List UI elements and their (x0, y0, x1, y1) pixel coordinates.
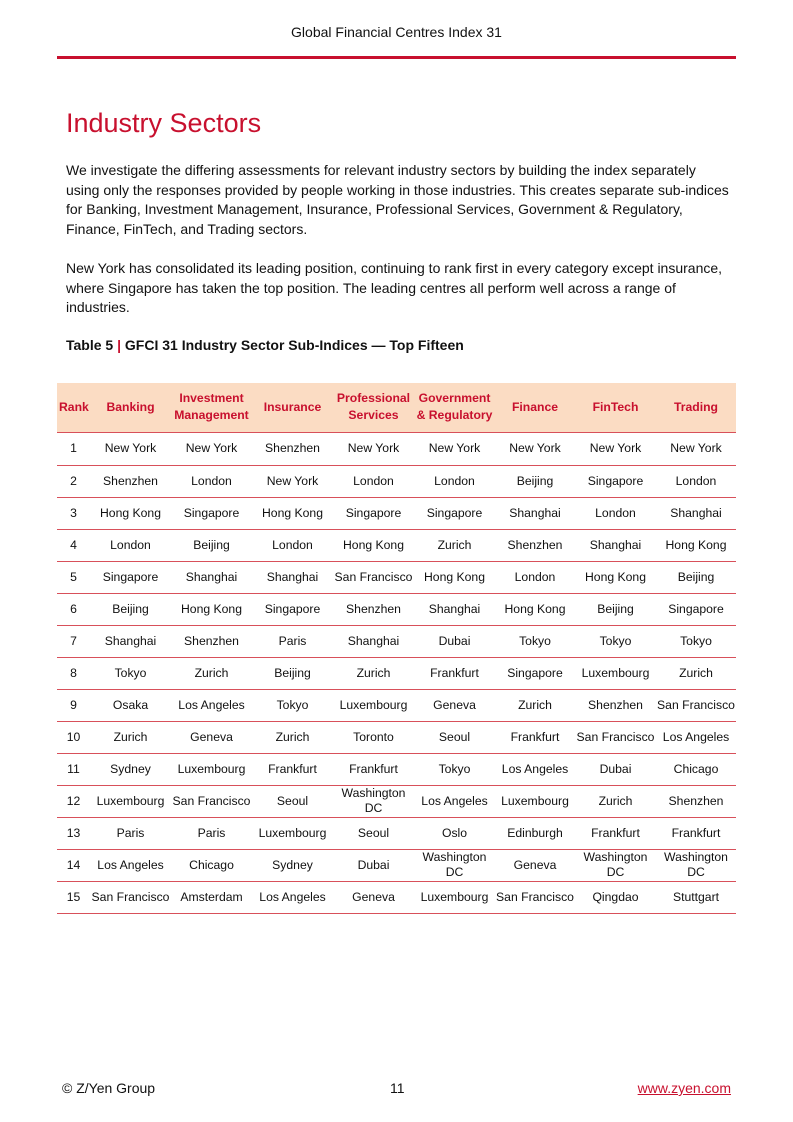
rank-cell: 6 (57, 593, 90, 625)
centre-cell: Beijing (171, 529, 252, 561)
table-row (57, 593, 736, 625)
table-caption-number: Table 5 (66, 337, 114, 353)
centre-cell: San Francisco (90, 881, 171, 913)
centre-cell: New York (656, 432, 736, 465)
centre-cell: Hong Kong (414, 561, 495, 593)
centre-cell: Sydney (90, 753, 171, 785)
centre-cell: Seoul (252, 785, 333, 817)
centre-cell: Dubai (575, 753, 656, 785)
centre-cell: Hong Kong (252, 497, 333, 529)
centre-cell: Shanghai (171, 561, 252, 593)
centre-cell: New York (495, 432, 575, 465)
centre-cell: Sydney (252, 849, 333, 881)
centre-cell: Shenzhen (252, 432, 333, 465)
centre-cell: Shenzhen (171, 625, 252, 657)
column-header: Rank (57, 383, 90, 432)
centre-cell: Los Angeles (171, 689, 252, 721)
rank-cell: 14 (57, 849, 90, 881)
centre-cell: Luxembourg (495, 785, 575, 817)
rank-cell: 2 (57, 465, 90, 497)
table-row (57, 753, 736, 785)
centre-cell: Zurich (495, 689, 575, 721)
centre-cell: Paris (171, 817, 252, 849)
centre-cell: London (495, 561, 575, 593)
rank-cell: 1 (57, 432, 90, 465)
centre-cell: Paris (252, 625, 333, 657)
centre-cell: Frankfurt (252, 753, 333, 785)
centre-cell: Singapore (414, 497, 495, 529)
centre-cell: New York (414, 432, 495, 465)
centre-cell: Los Angeles (414, 785, 495, 817)
centre-cell: London (575, 497, 656, 529)
rank-cell: 8 (57, 657, 90, 689)
centre-cell: Dubai (333, 849, 414, 881)
centre-cell: Frankfurt (495, 721, 575, 753)
centre-cell: London (90, 529, 171, 561)
centre-cell: Shenzhen (90, 465, 171, 497)
centre-cell: Shanghai (414, 593, 495, 625)
table-row (57, 721, 736, 753)
centre-cell: San Francisco (656, 689, 736, 721)
rank-cell: 5 (57, 561, 90, 593)
industry-sector-table (57, 383, 736, 914)
column-header: Banking (90, 383, 171, 432)
centre-cell: Washington DC (414, 849, 495, 881)
centre-cell: Paris (90, 817, 171, 849)
centre-cell: Shanghai (575, 529, 656, 561)
column-header: Government & Regulatory (414, 383, 495, 432)
summary-paragraph: New York has consolidated its leading position, continuing to rank first in every category except insurance, where Singapore has taken the top position. The leading centres all perform well across a range of industries. (66, 260, 723, 316)
centre-cell: Hong Kong (333, 529, 414, 561)
centre-cell: London (171, 465, 252, 497)
centre-cell: Amsterdam (171, 881, 252, 913)
centre-cell: Tokyo (252, 689, 333, 721)
centre-cell: Luxembourg (252, 817, 333, 849)
centre-cell: Luxembourg (575, 657, 656, 689)
centre-cell: Tokyo (414, 753, 495, 785)
centre-cell: Tokyo (656, 625, 736, 657)
centre-cell: Los Angeles (495, 753, 575, 785)
header-divider (57, 56, 736, 59)
centre-cell: Osaka (90, 689, 171, 721)
centre-cell: Beijing (575, 593, 656, 625)
centre-cell: Hong Kong (575, 561, 656, 593)
centre-cell: Luxembourg (90, 785, 171, 817)
centre-cell: San Francisco (495, 881, 575, 913)
centre-cell: Singapore (656, 593, 736, 625)
centre-cell: Singapore (495, 657, 575, 689)
centre-cell: Shenzhen (333, 593, 414, 625)
centre-cell: Frankfurt (414, 657, 495, 689)
centre-cell: Dubai (414, 625, 495, 657)
table-row (57, 432, 736, 465)
table-row (57, 881, 736, 913)
centre-cell: Chicago (656, 753, 736, 785)
centre-cell: Tokyo (495, 625, 575, 657)
centre-cell: San Francisco (333, 561, 414, 593)
rank-cell: 15 (57, 881, 90, 913)
rank-cell: 13 (57, 817, 90, 849)
rank-cell: 7 (57, 625, 90, 657)
centre-cell: Zurich (575, 785, 656, 817)
rank-cell: 9 (57, 689, 90, 721)
centre-cell: Zurich (90, 721, 171, 753)
column-header: Insurance (252, 383, 333, 432)
table-row (57, 465, 736, 497)
centre-cell: Shanghai (495, 497, 575, 529)
centre-cell: Zurich (252, 721, 333, 753)
centre-cell: New York (252, 465, 333, 497)
column-header: Finance (495, 383, 575, 432)
centre-cell: Zurich (171, 657, 252, 689)
centre-cell: Singapore (333, 497, 414, 529)
table-row (57, 625, 736, 657)
table-row (57, 497, 736, 529)
centre-cell: Frankfurt (333, 753, 414, 785)
centre-cell: Geneva (333, 881, 414, 913)
table-row (57, 529, 736, 561)
rank-cell: 4 (57, 529, 90, 561)
centre-cell: Singapore (575, 465, 656, 497)
table-caption-separator: | (117, 337, 122, 353)
centre-cell: Oslo (414, 817, 495, 849)
centre-cell: Zurich (333, 657, 414, 689)
centre-cell: Zurich (414, 529, 495, 561)
rank-cell: 10 (57, 721, 90, 753)
centre-cell: Hong Kong (495, 593, 575, 625)
table-row (57, 817, 736, 849)
centre-cell: Frankfurt (575, 817, 656, 849)
footer-copyright: © Z/Yen Group (62, 1080, 156, 1096)
table-header-row (57, 383, 736, 432)
centre-cell: San Francisco (171, 785, 252, 817)
centre-cell: Shenzhen (656, 785, 736, 817)
centre-cell: Stuttgart (656, 881, 736, 913)
column-header: Investment Management (171, 383, 252, 432)
centre-cell: Geneva (171, 721, 252, 753)
centre-cell: San Francisco (575, 721, 656, 753)
table-caption (66, 337, 464, 353)
centre-cell: Shenzhen (495, 529, 575, 561)
centre-cell: Luxembourg (171, 753, 252, 785)
centre-cell: Tokyo (575, 625, 656, 657)
centre-cell: Singapore (252, 593, 333, 625)
rank-cell: 3 (57, 497, 90, 529)
centre-cell: Beijing (656, 561, 736, 593)
centre-cell: London (333, 465, 414, 497)
website-link[interactable]: www.zyen.com (637, 1080, 731, 1096)
centre-cell: Frankfurt (656, 817, 736, 849)
centre-cell: Seoul (333, 817, 414, 849)
table-row (57, 561, 736, 593)
centre-cell: Qingdao (575, 881, 656, 913)
table-row (57, 785, 736, 817)
centre-cell: Beijing (252, 657, 333, 689)
rank-cell: 11 (57, 753, 90, 785)
table-row (57, 657, 736, 689)
centre-cell: Beijing (495, 465, 575, 497)
centre-cell: New York (333, 432, 414, 465)
centre-cell: London (252, 529, 333, 561)
centre-cell: Beijing (90, 593, 171, 625)
centre-cell: Washington DC (575, 849, 656, 881)
centre-cell: Luxembourg (333, 689, 414, 721)
centre-cell: Hong Kong (171, 593, 252, 625)
centre-cell: Toronto (333, 721, 414, 753)
centre-cell: London (414, 465, 495, 497)
centre-cell: Los Angeles (90, 849, 171, 881)
centre-cell: Shanghai (656, 497, 736, 529)
centre-cell: Tokyo (90, 657, 171, 689)
centre-cell: Chicago (171, 849, 252, 881)
column-header: Trading (656, 383, 736, 432)
centre-cell: Geneva (414, 689, 495, 721)
column-header: Professional Services (333, 383, 414, 432)
running-header: Global Financial Centres Index 31 (291, 24, 502, 40)
centre-cell: Shenzhen (575, 689, 656, 721)
centre-cell: London (656, 465, 736, 497)
centre-cell: Hong Kong (656, 529, 736, 561)
centre-cell: Los Angeles (252, 881, 333, 913)
table-row (57, 849, 736, 881)
centre-cell: Hong Kong (90, 497, 171, 529)
centre-cell: Shanghai (90, 625, 171, 657)
centre-cell: New York (90, 432, 171, 465)
centre-cell: Edinburgh (495, 817, 575, 849)
intro-paragraph: We investigate the differing assessments for relevant industry sectors by building the index separately using only the responses provided by people working in those industries. This creates separate sub-indices for Banking, Investment Management, Insurance, Professional Services, Government & Regulatory, Finance, FinTech, and Trading sectors. (66, 162, 729, 238)
centre-cell: Singapore (90, 561, 171, 593)
page-number: 11 (390, 1080, 405, 1096)
centre-cell: Washington DC (656, 849, 736, 881)
centre-cell: New York (171, 432, 252, 465)
centre-cell: Washington DC (333, 785, 414, 817)
centre-cell: Geneva (495, 849, 575, 881)
centre-cell: Singapore (171, 497, 252, 529)
table-row (57, 689, 736, 721)
centre-cell: Shanghai (333, 625, 414, 657)
centre-cell: New York (575, 432, 656, 465)
centre-cell: Los Angeles (656, 721, 736, 753)
section-title: Industry Sectors (66, 108, 262, 138)
centre-cell: Zurich (656, 657, 736, 689)
table-body (57, 432, 736, 913)
centre-cell: Seoul (414, 721, 495, 753)
table-caption-text: GFCI 31 Industry Sector Sub-Indices — Top Fifteen (124, 337, 464, 353)
column-header: FinTech (575, 383, 656, 432)
rank-cell: 12 (57, 785, 90, 817)
centre-cell: Luxembourg (414, 881, 495, 913)
centre-cell: Shanghai (252, 561, 333, 593)
